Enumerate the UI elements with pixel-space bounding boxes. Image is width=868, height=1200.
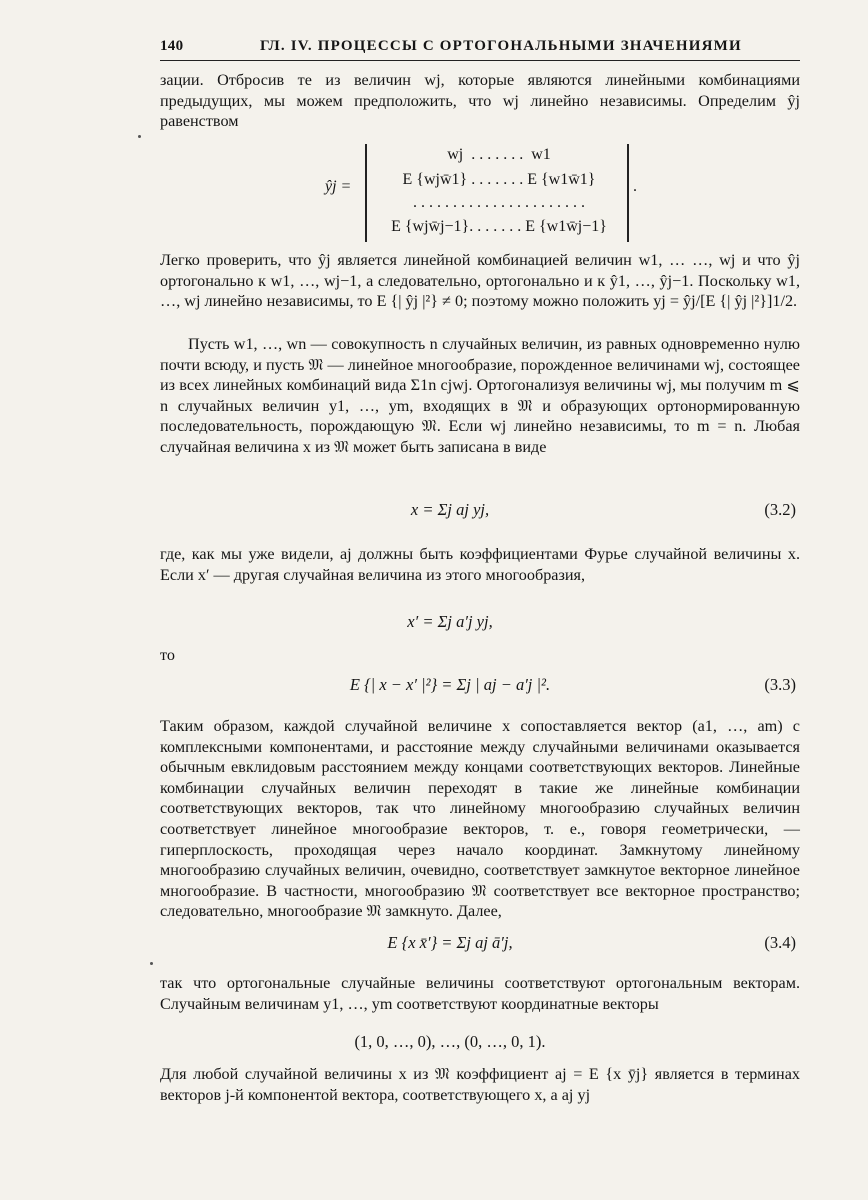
determinant-row-4: E {wjw̄j−1}. . . . . . . E {w1w̄j−1} (391, 218, 607, 235)
equation-x-prime (160, 612, 800, 636)
equation-3-4 (160, 933, 800, 957)
equation-formula: (1, 0, …, 0), …, (0, …, 0, 1). (354, 1032, 546, 1051)
determinant-left-bar (365, 144, 367, 242)
determinant-row-1: wj . . . . . . . w1 (447, 146, 551, 163)
word-to: то (160, 646, 175, 664)
margin-speck (138, 135, 141, 138)
header-rule (160, 60, 800, 61)
running-header (160, 38, 800, 60)
running-title: ГЛ. IV. ПРОЦЕССЫ С ОРТОГОНАЛЬНЫМИ ЗНАЧЕНИЯМИ (260, 38, 742, 54)
paragraph-6: так что ортогональные случайные величины соответствуют ортогональным векторам. Случайным величинам y1, …, ym соответствуют координатные векторы (160, 974, 800, 1013)
paragraph-4: где, как мы уже видели, aj должны быть коэффициентами Фурье случайной величины x. Если x′ — другая случайная величина из этого многообразия, (160, 545, 800, 584)
paragraph-3: Пусть w1, …, wn — совокупность n случайных величин, из равных одновременно нулю почти всюду, и пусть 𝔐 — линейное многообразие, порожденное величинами wj, состоящее из всех линейных комбинаций вида Σ1n cjwj. Ортогонализуя величины wj, мы получим m ⩽ n случайных величин y1, …, ym, входящих в 𝔐 и образующих ортонормированную последовательность, порождающую 𝔐. Если wj линейно независимы, то m = n. Любая случайная величина x из 𝔐 может быть записана в виде (160, 335, 800, 456)
equation-formula: E {x x̄′} = Σj aj ā′j, (387, 933, 513, 952)
determinant-period: . (633, 178, 637, 195)
page-number: 140 (160, 38, 184, 54)
determinant-right-bar (627, 144, 629, 242)
equation-formula: x′ = Σj a′j yj, (407, 612, 493, 631)
equation-number: (3.3) (764, 675, 796, 694)
determinant-row-2: E {wjw̄1} . . . . . . . E {w1w̄1} (402, 171, 596, 188)
equation-formula: E {| x − x′ |²} = Σj | aj − a′j |². (349, 675, 551, 694)
paragraph-5: Таким образом, каждой случайной величине x сопоставляется вектор (a1, …, am) с комплексными компонентами, и расстояние между случайными величинами оказывается обычным евклидовым расстоянием между концами соответствующих векторов. Линейные комбинации случайных величин переходят в такие же линейные комбинации соответствующих векторов, так что линейному многообразию случайных величин соответствует линейное многообразие векторов, т. е., говоря геометрически, — гиперплоскость, проходящая через начало координат. Замкнутому линейному многообразию случайных величин, очевидно, соответствует замкнутое векторное линейное многообразие. В частности, многообразию 𝔐 соответствует все векторное пространство; следовательно, многообразие 𝔐 замкнуто. Далее, (160, 717, 800, 921)
equation-formula: x = Σj aj yj, (410, 500, 490, 519)
paragraph-2: Легко проверить, что ŷj является линейной комбинацией величин w1, … …, wj и что ŷj ортогонально к w1, …, wj−1, а следовательно, ортогонально и к ŷ1, …, ŷj−1. Поскольку w1, …, wj линейно независимы, то E {| ŷj |²} ≠ 0; поэтому можно положить yj = ŷj/[E {| ŷj |²}]1/2. (160, 251, 800, 311)
paragraph-1: зации. Отбросив те из величин wj, которые являются линейными комбинациями предыдущих, мы можем предположить, что wj линейно независимы. Определим ŷj равенством (160, 71, 800, 131)
equation-coordinate-vectors (160, 1032, 800, 1056)
margin-speck (150, 962, 153, 965)
determinant-formula (325, 142, 655, 246)
determinant-row-3: . . . . . . . . . . . . . . . . . . . . . . (413, 194, 585, 211)
equation-number: (3.4) (764, 933, 796, 952)
equation-number: (3.2) (764, 500, 796, 519)
equation-3-2 (160, 500, 800, 524)
equation-3-3 (160, 675, 800, 699)
paragraph-7: Для любой случайной величины x из 𝔐 коэффициент aj = E {x ȳj} является в терминах векторов j-й компонентой вектора, соответствующего x, а aj yj (160, 1065, 800, 1104)
determinant-lhs: ŷj = (325, 178, 352, 195)
